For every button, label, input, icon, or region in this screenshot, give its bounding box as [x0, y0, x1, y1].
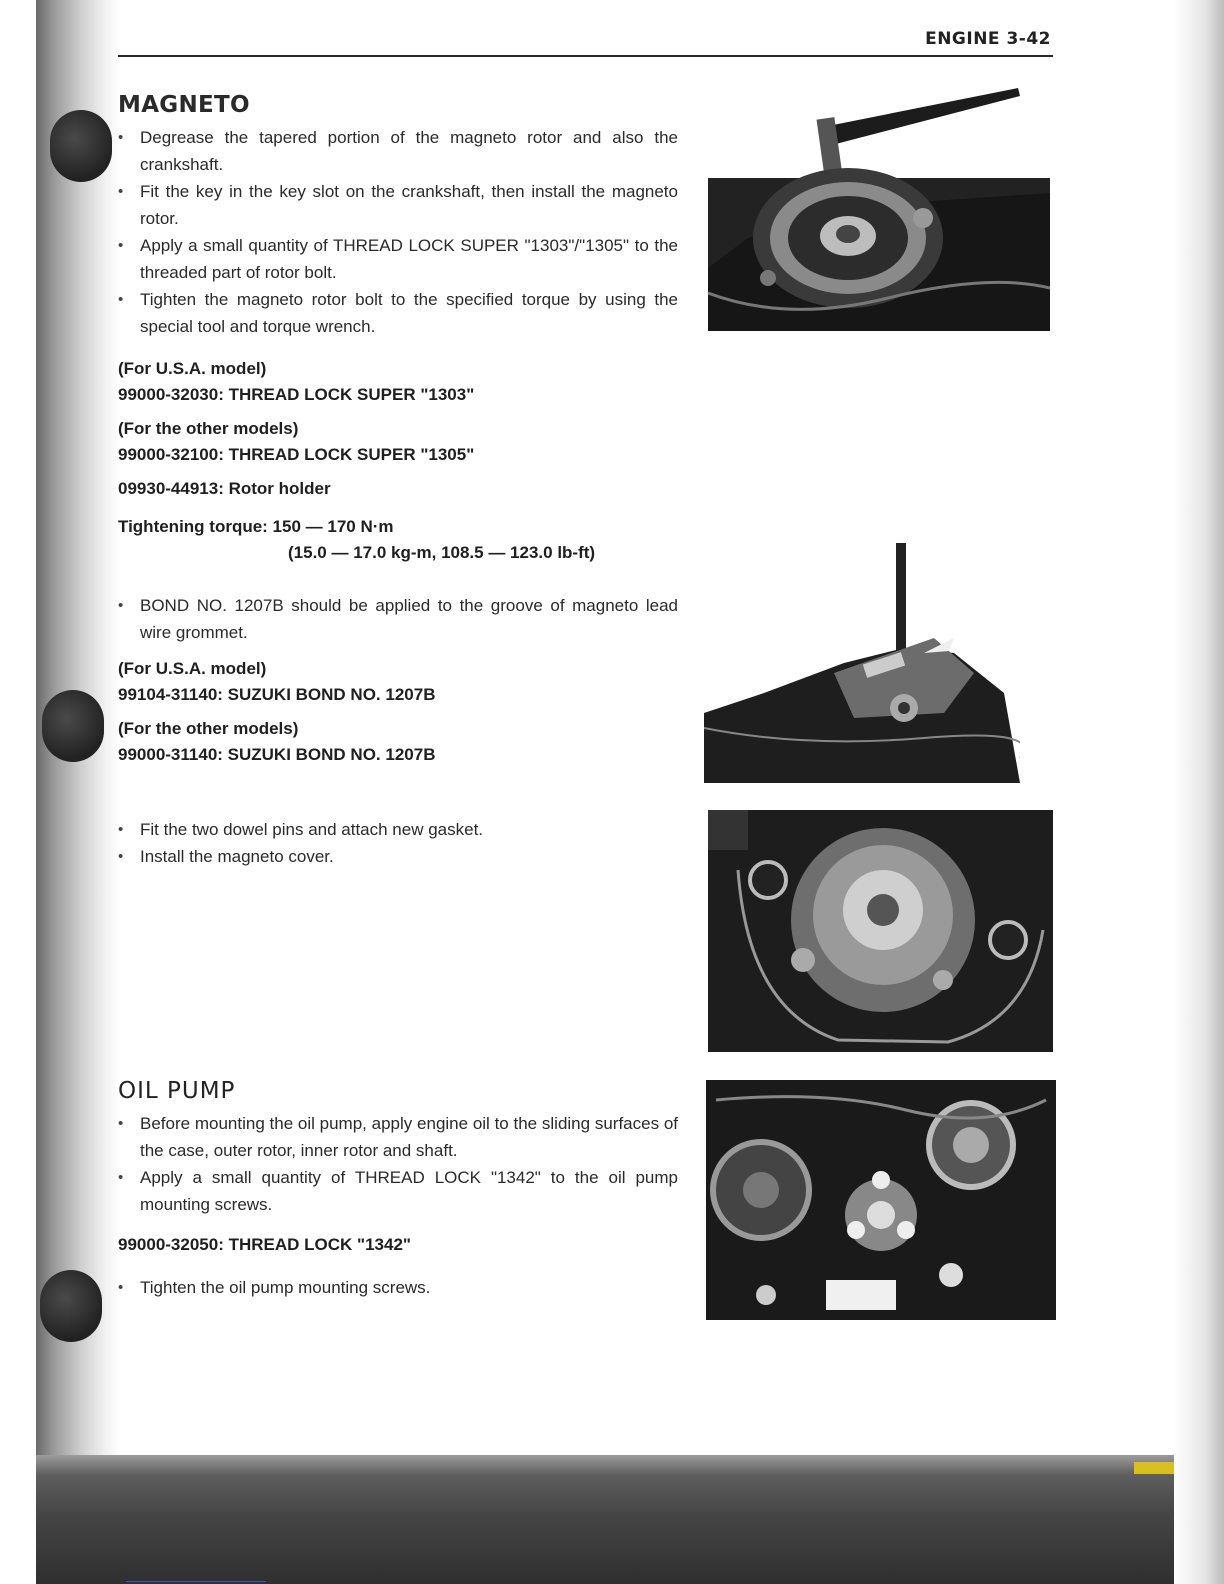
binder-spine-shadow: [36, 0, 120, 1584]
binder-ring-bottom: [40, 1270, 102, 1342]
page-header: [118, 27, 1053, 57]
spec-model-note: (For U.S.A. model): [118, 359, 267, 378]
scan-underline-artifact: [126, 1581, 266, 1582]
page-header-title: ENGINE 3-42: [925, 29, 1051, 49]
oil-pump-step: • Tighten the oil pump mounting screws.: [118, 1274, 678, 1301]
cover-step: • Fit the two dowel pins and attach new gasket.: [118, 816, 678, 843]
cover-steps: [118, 816, 678, 870]
scan-left-margin: [0, 0, 36, 1584]
oil-pump-section-title: OIL PUMP: [118, 1078, 236, 1104]
bond-steps: [118, 592, 678, 646]
scan-bottom-edge: [36, 1455, 1174, 1584]
magneto-step: • Tighten the magneto rotor bolt to the specified torque by using the special tool and torque wrench.: [118, 286, 678, 340]
oil-pump-photo: [706, 1080, 1056, 1320]
spec-tool-number: 09930-44913: Rotor holder: [118, 479, 331, 498]
oil-pump-spec: 99000-32050: THREAD LOCK "1342": [118, 1235, 411, 1254]
cover-step: • Install the magneto cover.: [118, 843, 678, 870]
magneto-rotor-photo: [708, 88, 1050, 331]
spec-part-number: 99000-31140: SUZUKI BOND NO. 1207B: [118, 745, 436, 764]
bond-step: • BOND NO. 1207B should be applied to the groove of magneto lead wire grommet.: [118, 592, 678, 646]
lead-wire-grommet-photo: [704, 543, 1020, 783]
scan-right-edge: [1174, 0, 1224, 1584]
spec-part-number: 99000-32100: THREAD LOCK SUPER "1305": [118, 445, 475, 464]
spec-model-note: (For the other models): [118, 419, 299, 438]
spec-model-note: (For the other models): [118, 719, 299, 738]
oil-pump-final-steps: [118, 1274, 678, 1301]
torque-spec: [118, 514, 678, 566]
binder-ring-middle: [42, 690, 104, 762]
page-body: [118, 92, 678, 1301]
oil-pump-steps: [118, 1110, 678, 1218]
magneto-step: • Apply a small quantity of THREAD LOCK SUPER "1303"/"1305" to the threaded part of rotor bolt.: [118, 232, 678, 286]
thread-lock-specs: [118, 356, 678, 502]
spec-part-number: 99000-32030: THREAD LOCK SUPER "1303": [118, 385, 475, 404]
oil-pump-step: • Before mounting the oil pump, apply engine oil to the sliding surfaces of the case, outer rotor, inner rotor and shaft.: [118, 1110, 678, 1164]
scan-artifact: [1134, 1462, 1174, 1474]
torque-value: Tightening torque: 150 — 170 N·m: [118, 517, 394, 536]
spec-part-number: 99104-31140: SUZUKI BOND NO. 1207B: [118, 685, 436, 704]
binder-ring-top: [50, 110, 112, 182]
oil-pump-step: • Apply a small quantity of THREAD LOCK "1342" to the oil pump mounting screws.: [118, 1164, 678, 1218]
magneto-step: • Degrease the tapered portion of the magneto rotor and also the crankshaft.: [118, 124, 678, 178]
spec-model-note: (For U.S.A. model): [118, 659, 267, 678]
magneto-steps: [118, 124, 678, 340]
torque-alt-units: (15.0 — 17.0 kg-m, 108.5 — 123.0 lb-ft): [288, 543, 596, 562]
magneto-section-title: MAGNETO: [118, 92, 250, 118]
magneto-cover-dowel-photo: [708, 810, 1053, 1052]
magneto-step: • Fit the key in the key slot on the crankshaft, then install the magneto rotor.: [118, 178, 678, 232]
bond-specs: [118, 656, 678, 768]
